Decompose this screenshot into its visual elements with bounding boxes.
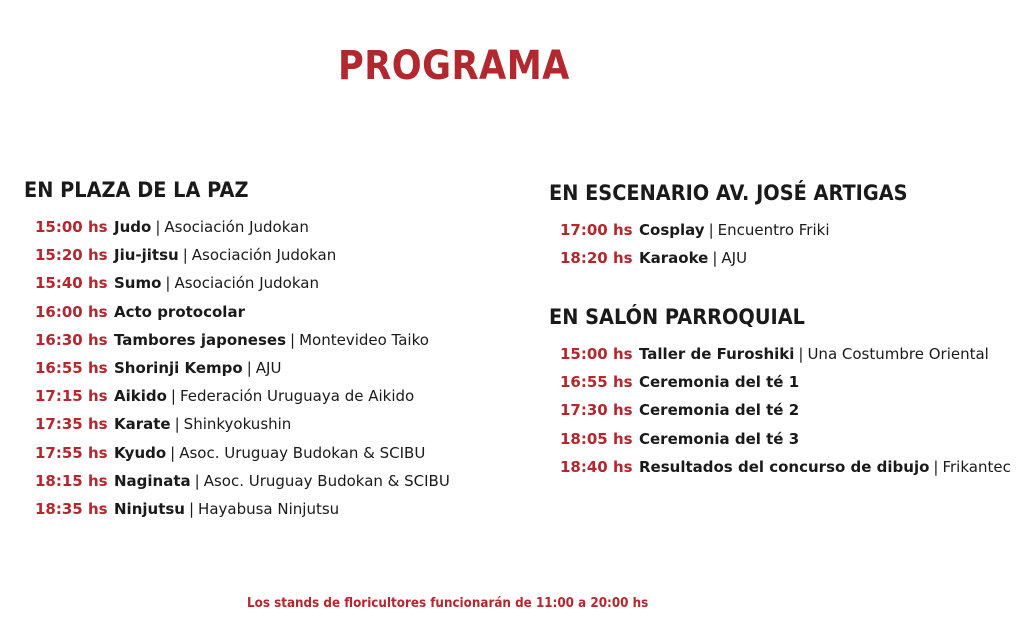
schedule-group: Frikantec xyxy=(942,457,1011,476)
schedule-time: 15:00 hs xyxy=(35,218,108,237)
schedule-time: 16:55 hs xyxy=(560,373,633,392)
schedule-group: Shinkyokushin xyxy=(183,415,292,434)
schedule-group: Asociación Judokan xyxy=(191,246,337,265)
section-heading: EN PLAZA DE LA PAZ xyxy=(24,178,249,202)
schedule-row xyxy=(560,340,1011,368)
separator: | xyxy=(194,471,200,490)
schedule-activity: Jiu-jitsu xyxy=(114,246,179,265)
schedule-row xyxy=(35,298,450,326)
page-title: PROGRAMA xyxy=(338,43,570,89)
schedule-time: 17:00 hs xyxy=(560,221,633,240)
schedule-time: 18:15 hs xyxy=(35,471,108,490)
schedule-activity: Taller de Furoshiki xyxy=(639,345,795,364)
schedule-row xyxy=(35,269,450,297)
schedule-activity: Acto protocolar xyxy=(114,302,245,321)
schedule-row xyxy=(35,439,450,467)
schedule-activity: Sumo xyxy=(114,274,162,293)
schedule-row xyxy=(35,241,450,269)
schedule-group: AJU xyxy=(255,359,282,378)
schedule-group: Asoc. Uruguay Budokan & SCIBU xyxy=(179,443,426,462)
separator: | xyxy=(182,246,188,265)
schedule-row xyxy=(560,396,1011,424)
schedule-group: AJU xyxy=(721,249,748,268)
schedule-activity: Naginata xyxy=(114,471,191,490)
separator: | xyxy=(165,274,171,293)
schedule-row xyxy=(560,453,1011,481)
schedule-time: 18:05 hs xyxy=(560,429,633,448)
schedule-activity: Ceremonia del té 1 xyxy=(639,373,800,392)
schedule-row xyxy=(560,244,939,272)
section-salon-parroquial xyxy=(549,302,1011,481)
footer-note: Los stands de floricultores funcionarán de 11:00 a 20:00 hs xyxy=(247,596,649,611)
schedule-row xyxy=(560,216,939,244)
section-escenario-artigas xyxy=(549,178,939,272)
schedule-time: 17:35 hs xyxy=(35,415,108,434)
schedule-row xyxy=(35,354,450,382)
schedule-row xyxy=(35,410,450,438)
schedule-group: Una Costumbre Oriental xyxy=(807,345,989,364)
schedule-row xyxy=(35,495,450,523)
section-heading: EN SALÓN PARROQUIAL xyxy=(549,305,805,329)
schedule-time: 15:00 hs xyxy=(560,345,633,364)
schedule-row xyxy=(35,213,450,241)
schedule-group: Encuentro Friki xyxy=(717,221,830,240)
schedule-time: 16:30 hs xyxy=(35,330,108,349)
schedule-activity: Karaoke xyxy=(639,249,709,268)
schedule-row xyxy=(560,425,1011,453)
schedule-list xyxy=(560,340,1011,481)
schedule-time: 17:55 hs xyxy=(35,443,108,462)
schedule-time: 17:15 hs xyxy=(35,387,108,406)
schedule-activity: Cosplay xyxy=(639,221,705,240)
schedule-activity: Kyudo xyxy=(114,443,167,462)
separator: | xyxy=(798,345,804,364)
schedule-time: 18:40 hs xyxy=(560,457,633,476)
separator: | xyxy=(933,457,939,476)
schedule-row xyxy=(35,326,450,354)
schedule-time: 18:35 hs xyxy=(35,499,108,518)
separator: | xyxy=(188,499,195,518)
schedule-row xyxy=(35,382,450,410)
schedule-group: Hayabusa Ninjutsu xyxy=(198,499,340,518)
schedule-activity: Ceremonia del té 2 xyxy=(639,401,800,420)
schedule-activity: Ceremonia del té 3 xyxy=(639,429,800,448)
schedule-activity: Judo xyxy=(114,218,152,237)
separator: | xyxy=(170,443,176,462)
schedule-group: Federación Uruguaya de Aikido xyxy=(179,387,415,406)
schedule-activity: Ninjutsu xyxy=(114,499,185,518)
separator: | xyxy=(174,415,180,434)
separator: | xyxy=(155,218,161,237)
schedule-group: Asociación Judokan xyxy=(174,274,319,293)
schedule-time: 18:20 hs xyxy=(560,249,633,268)
schedule-activity: Karate xyxy=(114,415,171,434)
schedule-row xyxy=(35,467,450,495)
schedule-time: 16:00 hs xyxy=(35,302,108,321)
schedule-group: Montevideo Taiko xyxy=(299,330,429,349)
separator: | xyxy=(712,249,718,268)
schedule-time: 17:30 hs xyxy=(560,401,633,420)
separator: | xyxy=(708,221,714,240)
separator: | xyxy=(246,359,252,378)
schedule-list xyxy=(35,213,450,523)
schedule-list xyxy=(560,216,939,272)
schedule-time: 15:20 hs xyxy=(35,246,108,265)
separator: | xyxy=(170,387,176,406)
schedule-row xyxy=(560,368,1011,396)
schedule-time: 16:55 hs xyxy=(35,359,108,378)
schedule-time: 15:40 hs xyxy=(35,274,108,293)
separator: | xyxy=(290,330,296,349)
schedule-activity: Shorinji Kempo xyxy=(114,359,243,378)
schedule-group: Asoc. Uruguay Budokan & SCIBU xyxy=(203,471,450,490)
schedule-activity: Tambores japoneses xyxy=(114,330,287,349)
section-plaza-de-la-paz xyxy=(24,175,450,523)
schedule-activity: Resultados del concurso de dibujo xyxy=(639,457,930,476)
section-heading: EN ESCENARIO AV. JOSÉ ARTIGAS xyxy=(549,181,908,205)
schedule-group: Asociación Judokan xyxy=(164,218,309,237)
schedule-activity: Aikido xyxy=(114,387,167,406)
